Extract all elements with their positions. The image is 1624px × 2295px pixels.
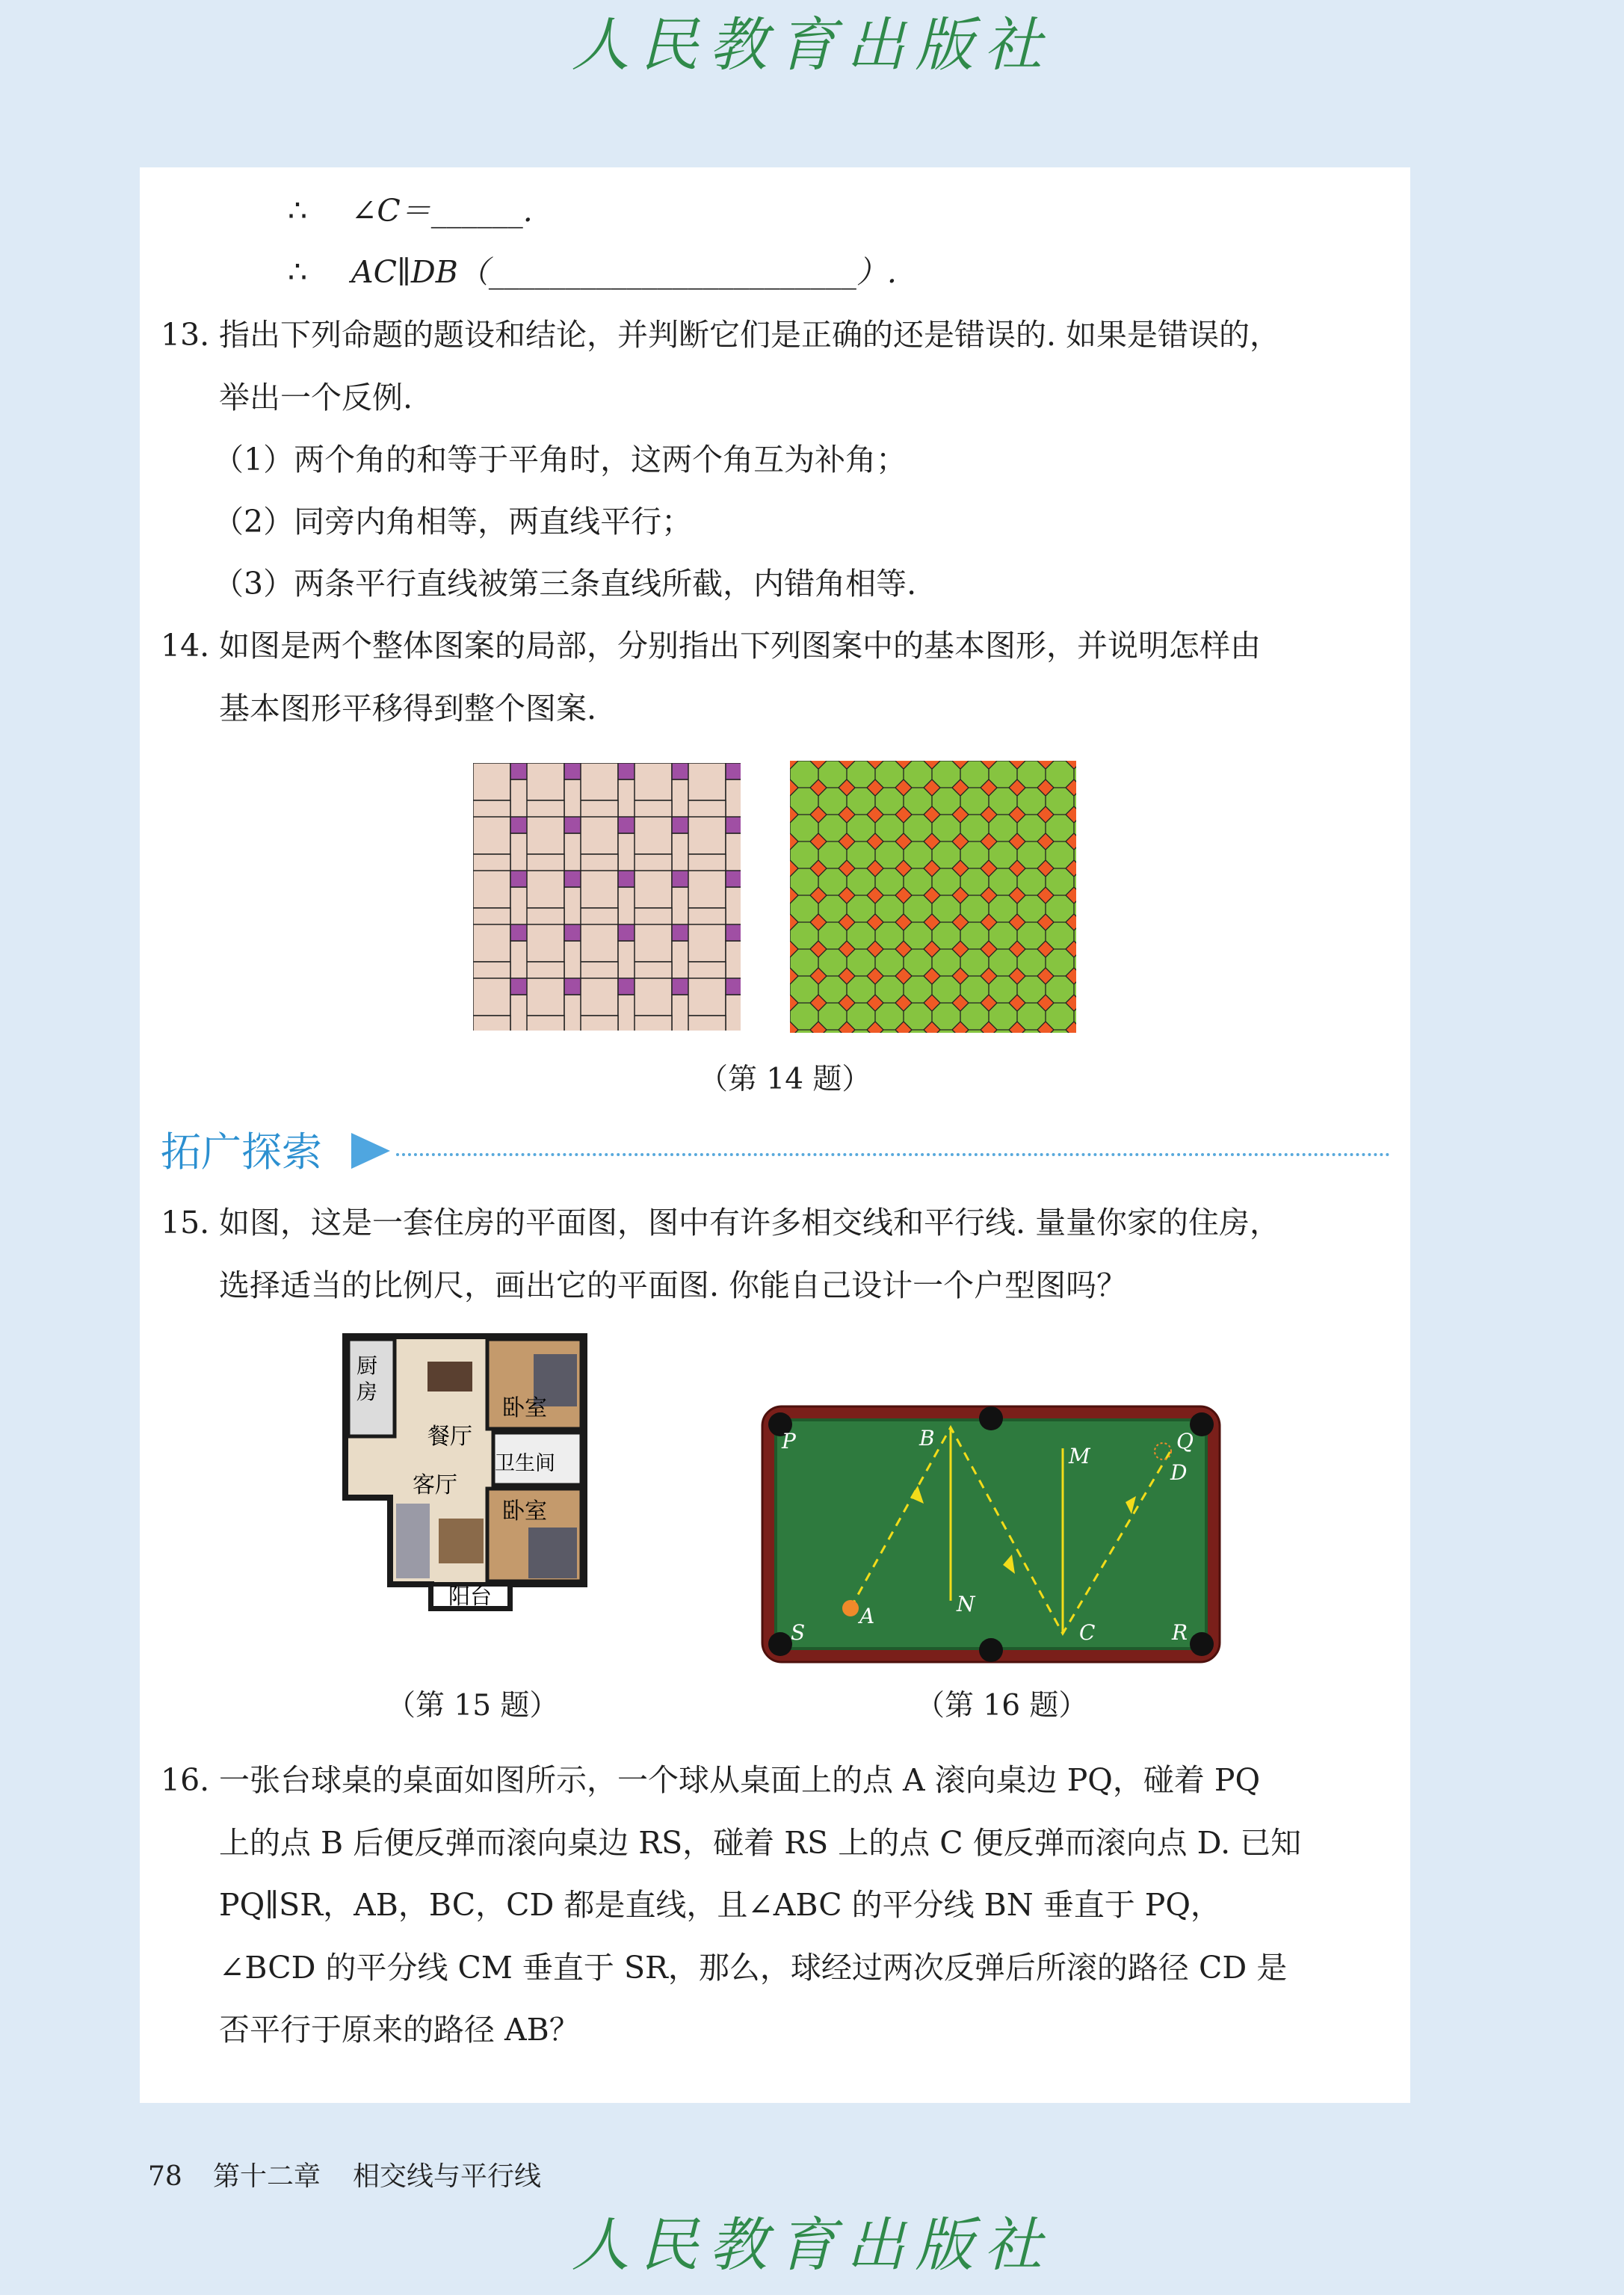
label-P: P [782,1429,796,1454]
q16-line-4: ∠BCD 的平分线 CM 垂直于 SR，那么，球经过两次反弹后所滚的路径 CD 是 [219,1950,1288,1986]
therefore-symbol-2: ∴ [288,254,308,290]
floor-plan-label-balcony: 阳台 [448,1584,493,1609]
label-Q: Q [1176,1429,1194,1454]
q16-line-2: 上的点 B 后便反弹而滚向桌边 RS，碰着 RS 上的点 C 便反弹而滚向点 D. 已知 [219,1825,1302,1861]
q13-item-1: （1）两个角的和等于平角时，这两个角互为补角； [213,442,907,478]
floor-plan-label-kitchen-2: 房 [356,1380,378,1404]
q14-number: 14. [161,628,210,664]
therefore-symbol-1: ∴ [288,193,308,229]
floor-plan-label-living: 客厅 [413,1472,457,1498]
floor-plan-image [338,1332,589,1646]
q15-caption: （第 15 题） [386,1689,559,1723]
q14-caption: （第 14 题） [699,1063,871,1096]
q13-line-2: 举出一个反例. [219,380,413,416]
q16-line-5: 否平行于原来的路径 AB？ [219,2012,580,2048]
billiard-table-image [761,1405,1221,1664]
q13-item-3: （3）两条平行直线被第三条直线所截，内错角相等. [213,566,917,602]
footer-chapter-title: 相交线与平行线 [353,2161,542,2192]
section-divider [396,1153,1390,1156]
floor-plan-label-bathroom: 卫生间 [495,1452,555,1475]
label-N: N [957,1592,975,1616]
q16-line-1: 一张台球桌的桌面如图所示，一个球从桌面上的点 A 滚向桌边 PQ，碰着 PQ [219,1762,1261,1798]
publisher-logo-bottom: 人民教育出版社 [571,2212,1053,2279]
floor-plan-label-dining: 餐厅 [427,1424,472,1450]
q16-line-3: PQ∥SR，AB，BC，CD 都是直线，且∠ABC 的平分线 BN 垂直于 PQ， [219,1887,1221,1923]
floor-plan-label-bedroom-1: 卧室 [502,1395,547,1421]
label-M: M [1069,1444,1090,1468]
page-number: 78 [148,2161,182,2192]
section-arrow-icon [351,1133,390,1169]
q15-line-2: 选择适当的比例尺，画出它的平面图. 你能自己设计一个户型图吗？ [219,1267,1128,1303]
pattern-octagons-image [790,761,1076,1033]
q15-line-1: 如图，这是一套住房的平面图，图中有许多相交线和平行线. 量量你家的住房， [219,1205,1281,1241]
q12-line-1: ∠C＝______. [351,193,533,229]
label-D: D [1170,1460,1188,1485]
floor-plan-label-kitchen-1: 厨 [356,1353,378,1378]
footer-chapter: 第十二章 [213,2161,321,2192]
q14-line-2: 基本图形平移得到整个图案. [219,691,597,726]
q14-line-1: 如图是两个整体图案的局部，分别指出下列图案中的基本图形，并说明怎样由 [219,628,1261,664]
q13-line-1: 指出下列命题的题设和结论，并判断它们是正确的还是错误的. 如果是错误的， [219,317,1281,353]
q13-number: 13. [161,317,210,353]
section-title: 拓广探索 [161,1128,322,1176]
label-R: R [1172,1620,1188,1645]
label-B: B [919,1426,935,1451]
label-A: A [859,1604,875,1628]
pattern-tiles-image [473,763,741,1031]
floor-plan-label-bedroom-2: 卧室 [502,1498,547,1525]
q13-item-2: （2）同旁内角相等，两直线平行； [213,504,693,540]
q16-caption: （第 16 题） [916,1689,1088,1723]
q15-number: 15. [161,1205,210,1241]
label-S: S [791,1620,806,1645]
q16-number: 16. [161,1762,210,1798]
q12-line-2: AC∥DB（________________________）. [351,254,897,290]
publisher-logo-top: 人民教育出版社 [571,12,1053,79]
label-C: C [1079,1620,1096,1645]
